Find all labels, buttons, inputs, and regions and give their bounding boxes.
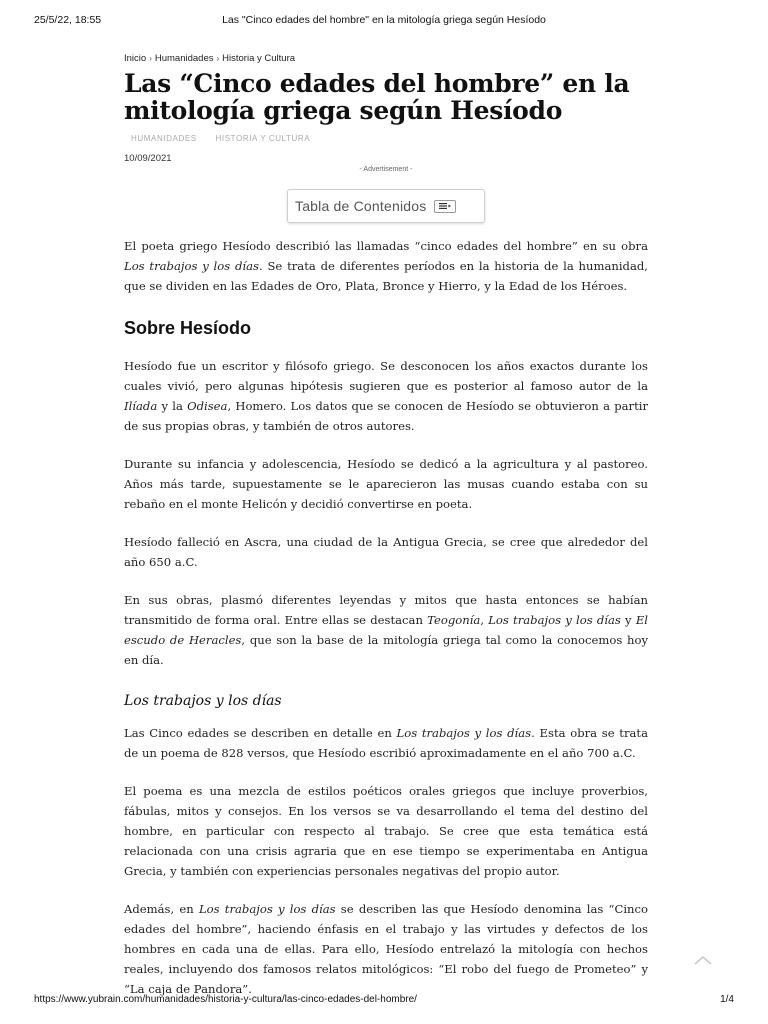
- category-tag-historia-y-cultura[interactable]: HISTORIA Y CULTURA: [215, 134, 311, 143]
- breadcrumb-humanidades[interactable]: Humanidades: [154, 53, 214, 64]
- paragraph: El poema es una mezcla de estilos poéticos orales griegos que incluye proverbios, fábulas, mitos y consejos. En los versos se va desarrollando el tema del destino del hombre, en particular con respecto al trabajo. Se cree que esta temática está relacionada con una crisis agraria que en ese tiempo se experimentaba en Antigua Grecia, y también con experiencias personales negativas del propio autor.: [124, 784, 648, 878]
- breadcrumb-inicio[interactable]: Inicio: [124, 53, 147, 64]
- work-title: Teogonía: [427, 613, 481, 627]
- work-title: Los trabajos y los días: [488, 613, 621, 627]
- work-title: Los trabajos y los días: [198, 902, 336, 916]
- print-datetime: 25/5/22, 18:55: [34, 14, 102, 26]
- work-title: Ilíada: [124, 399, 158, 413]
- page-title: Las “Cinco edades del hombre” en la mitología griega según Hesíodo: [124, 69, 630, 125]
- breadcrumb-historia-y-cultura[interactable]: Historia y Cultura: [222, 53, 296, 64]
- print-page-number: 1/4: [720, 994, 734, 1005]
- table-of-contents[interactable]: [287, 189, 485, 223]
- subheading-los-trabajos-y-los-dias: Los trabajos y los días: [124, 693, 282, 709]
- chevron-right-icon: ›: [216, 54, 220, 63]
- paragraph: Hesíodo fue un escritor y filósofo griego. Se desconocen los años exactos durante los cuales vivió, pero algunas hipótesis sugieren que es posterior al famoso autor de la Ilíada y la Odisea, Homero. Los datos que se conocen de Hesíodo se obtuvieron a partir de sus propias obras, y también de otros autores.: [124, 359, 648, 433]
- paragraph: Además, en Los trabajos y los días se describen las que Hesíodo denomina las “Cinco edades del hombre”, haciendo énfasis en el trabajo y las virtudes y defectos de los hombres en cada una de ellas. Para ello, Hesíodo entrelazó la mitología con hechos reales, incluyendo dos famosos relatos mitológicos: “El robo del fuego de Prometeo” y “La caja de Pandora”.: [124, 902, 648, 996]
- advertisement-label: - Advertisement -: [359, 166, 413, 173]
- print-header: [0, 14, 768, 30]
- print-url: https://www.yubrain.com/humanidades/historia-y-cultura/las-cinco-edades-del-hombre/: [34, 994, 417, 1005]
- work-title: El escudo de Heracles: [124, 613, 648, 647]
- publish-date: 10/09/2021: [124, 153, 172, 164]
- work-title: Odisea: [187, 399, 228, 413]
- paragraph: Las Cinco edades se describen en detalle en Los trabajos y los días. Esta obra se trata de un poema de 828 versos, que Hesíodo escribió aproximadamente en el año 700 a.C.: [124, 726, 648, 760]
- work-title: Los trabajos y los días: [124, 259, 259, 273]
- chevron-up-icon[interactable]: [692, 952, 714, 968]
- category-tags: [124, 134, 648, 143]
- toc-label: Tabla de Contenidos: [295, 198, 427, 214]
- section-heading-sobre-hesiodo: Sobre Hesíodo: [124, 318, 252, 338]
- intro-paragraph: El poeta griego Hesíodo describió las llamadas “cinco edades del hombre” en su obra Los trabajos y los días. Se trata de diferentes períodos en la historia de la humanidad, que se dividen en las Edades de Oro, Plata, Bronce y Hierro, y la Edad de los Héroes.: [124, 239, 648, 293]
- paragraph: Hesíodo falleció en Ascra, una ciudad de la Antigua Grecia, se cree que alrededor del año 650 a.C.: [124, 535, 648, 569]
- paragraph: En sus obras, plasmó diferentes leyendas y mitos que hasta entonces se habían transmitido de forma oral. Entre ellas se destacan Teogonía, Los trabajos y los días y El escudo de Heracles, que son la base de la mitología griega tal como la conocemos hoy en día.: [124, 593, 649, 667]
- breadcrumb: [124, 52, 648, 66]
- article: [124, 52, 648, 999]
- category-tag-humanidades[interactable]: HUMANIDADES: [131, 134, 197, 143]
- print-page-title: Las "Cinco edades del hombre" en la mitología griega según Hesíodo: [222, 14, 546, 26]
- print-footer: [0, 994, 768, 1010]
- list-toggle-icon[interactable]: [434, 200, 456, 213]
- paragraph: Durante su infancia y adolescencia, Hesíodo se dedicó a la agricultura y al pastoreo. Años más tarde, supuestamente se le aparecieron las musas cuando estaba con su rebaño en el monte Helicón y decidió convertirse en poeta.: [124, 457, 648, 511]
- chevron-right-icon: ›: [149, 54, 152, 63]
- work-title: Los trabajos y los días: [396, 726, 532, 740]
